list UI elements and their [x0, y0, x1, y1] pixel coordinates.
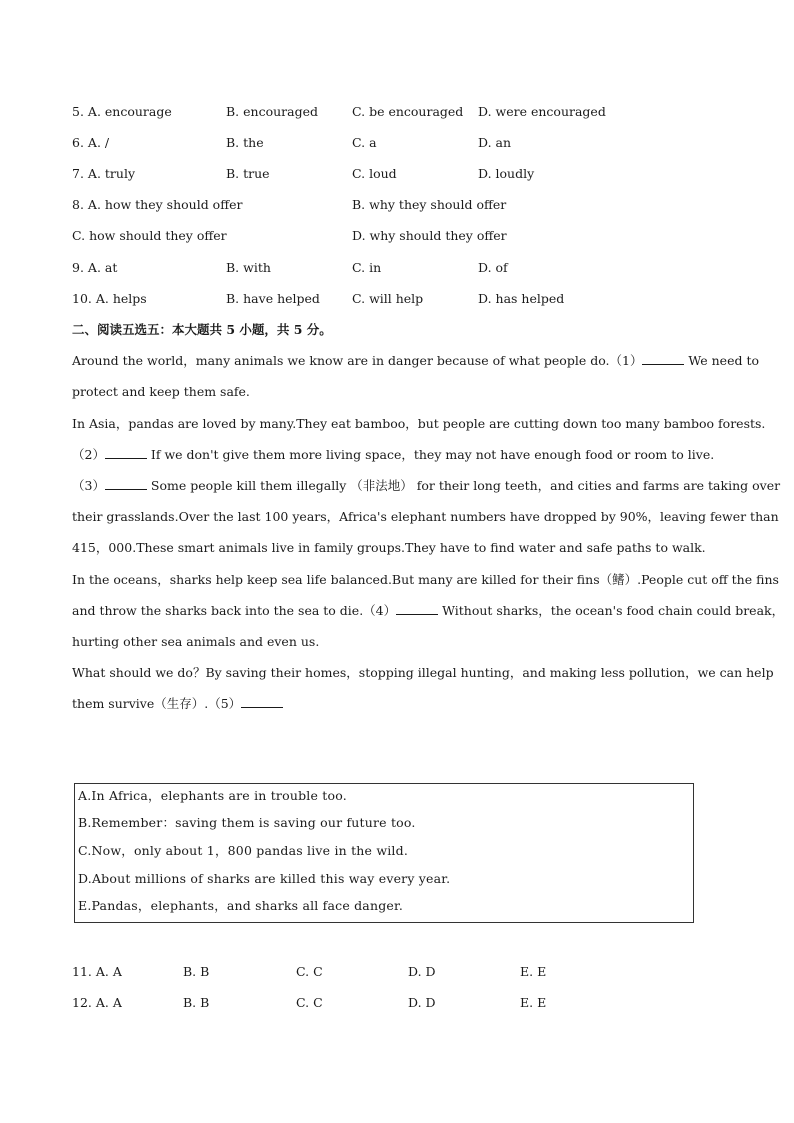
choice-c: C.Now，only about 1，800 pandas live in the wild. — [78, 843, 408, 858]
option-b: B. true — [226, 166, 270, 181]
option-a: 6. A. / — [72, 135, 110, 150]
option-d: D. loudly — [478, 166, 535, 181]
passage-line: hurting other sea animals and even us. — [72, 634, 320, 649]
option-a: 9. A. at — [72, 260, 118, 275]
answer-blank — [396, 603, 438, 615]
choice-b: B.Remember：saving them is saving our future too. — [78, 815, 416, 830]
passage-line: （2） If we don't give them more living space，they may not have enough food or room to live. — [72, 447, 715, 462]
option-c: C. C — [296, 995, 323, 1010]
option-c: C. in — [352, 260, 382, 275]
answer-blank — [105, 478, 147, 490]
option-a: 7. A. truly — [72, 166, 136, 181]
choice-d: D.About millions of sharks are killed this way every year. — [78, 871, 451, 886]
passage-line: 415，000.These smart animals live in family groups.They have to find water and safe paths to walk. — [72, 540, 706, 555]
section-heading: 二、阅读五选五：本大题共 5 小题，共 5 分。 — [72, 322, 332, 337]
option-a: 8. A. how they should offer — [72, 197, 243, 212]
option-a: 12. A. A — [72, 995, 122, 1010]
option-c: C. will help — [352, 291, 424, 306]
option-d: D. of — [478, 260, 508, 275]
choice-a: A.In Africa，elephants are in trouble too. — [78, 788, 347, 803]
passage-line: them survive（生存）.（5） — [72, 696, 283, 712]
passage-line: In the oceans，sharks help keep sea life balanced.But many are killed for their fins（鳍）.People cut off the fins — [72, 572, 779, 587]
option-c: C. loud — [352, 166, 397, 181]
option-d: D. has helped — [478, 291, 565, 306]
option-c: C. how should they offer — [72, 228, 227, 243]
option-b: B. why they should offer — [352, 197, 507, 212]
option-a: 10. A. helps — [72, 291, 147, 306]
option-d: D. were encouraged — [478, 104, 606, 119]
option-b: B. the — [226, 135, 264, 150]
option-b: B. have helped — [226, 291, 320, 306]
option-b: B. B — [183, 964, 210, 979]
option-c: C. C — [296, 964, 323, 979]
option-d: D. why should they offer — [352, 228, 507, 243]
passage-line: In Asia，pandas are loved by many.They eat bamboo，but people are cutting down too many bamboo forests. — [72, 416, 766, 431]
answer-blank — [642, 353, 684, 365]
option-a: 5. A. encourage — [72, 104, 172, 119]
option-c: C. be encouraged — [352, 104, 464, 119]
passage-line: protect and keep them safe. — [72, 384, 250, 399]
choices-box — [74, 783, 694, 923]
option-a: 11. A. A — [72, 964, 122, 979]
passage-line: their grasslands.Over the last 100 years，Africa's elephant numbers have dropped by 90%，leaving fewer than — [72, 509, 779, 524]
option-b: B. with — [226, 260, 271, 275]
option-e: E. E — [520, 964, 547, 979]
answer-blank — [105, 447, 147, 459]
passage-line: （3） Some people kill them illegally （非法地） for their long teeth，and cities and farms are taking over — [72, 478, 781, 493]
passage-line: and throw the sharks back into the sea to die.（4） Without sharks，the ocean's food chain could break， — [72, 603, 785, 618]
option-d: D. an — [478, 135, 512, 150]
option-c: C. a — [352, 135, 377, 150]
option-e: E. E — [520, 995, 547, 1010]
option-d: D. D — [408, 995, 436, 1010]
choice-e: E.Pandas，elephants，and sharks all face danger. — [78, 898, 403, 913]
passage-line: What should we do？By saving their homes，stopping illegal hunting，and making less pollution，we can help — [72, 665, 774, 680]
option-b: B. encouraged — [226, 104, 318, 119]
option-d: D. D — [408, 964, 436, 979]
passage-line: Around the world，many animals we know are in danger because of what people do.（1） We need to — [72, 353, 759, 368]
answer-blank — [241, 696, 283, 708]
option-b: B. B — [183, 995, 210, 1010]
